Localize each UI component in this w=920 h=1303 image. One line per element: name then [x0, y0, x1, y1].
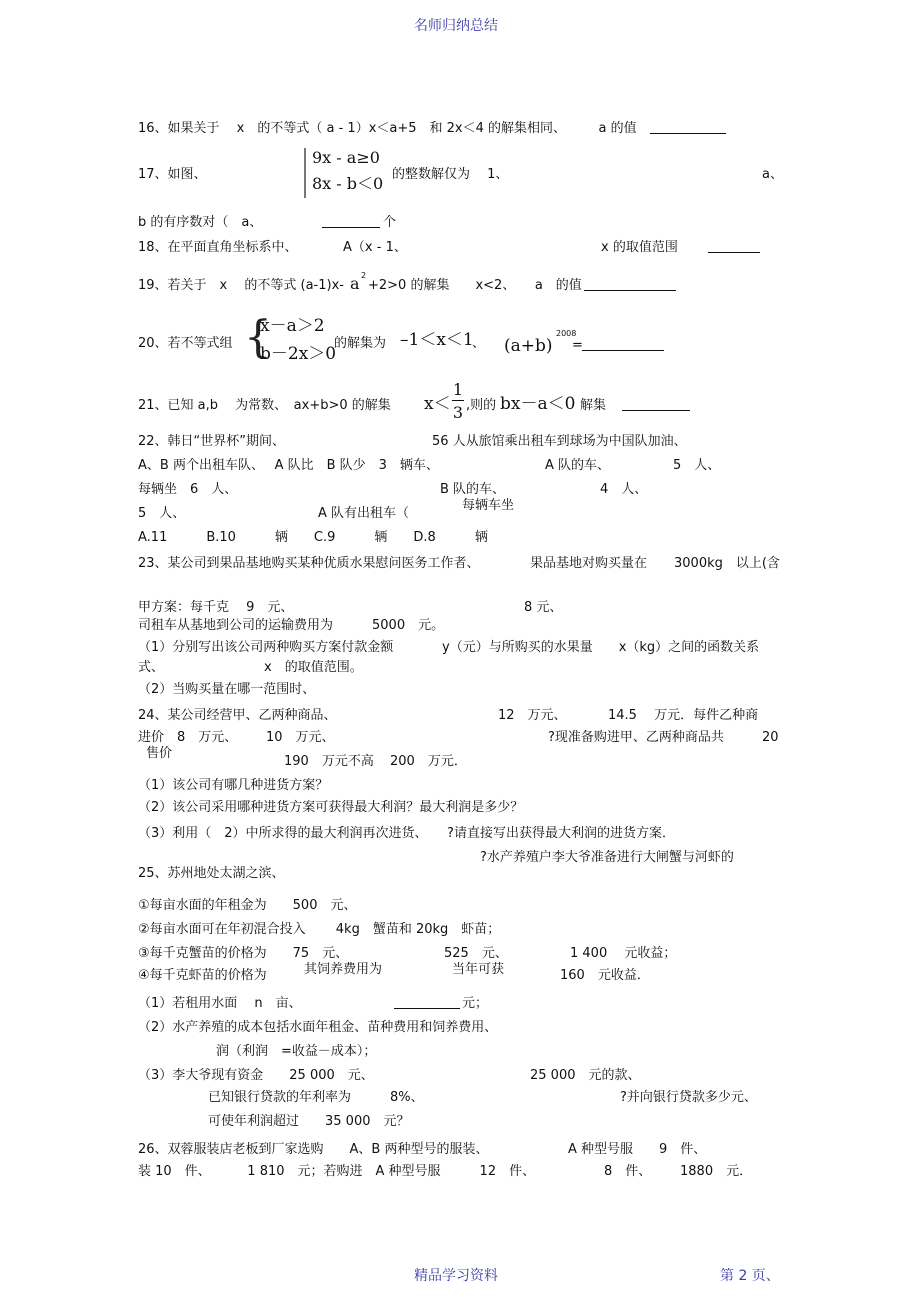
question-23-line3: 司租车从基地到公司的运输费用为 5000 元。: [138, 618, 445, 633]
question-20-mid: 的解集为: [334, 336, 387, 351]
system-20-eq1: x－a＞2: [260, 316, 325, 336]
question-22-line3d: 每辆车坐: [462, 498, 515, 513]
question-21-x: x＜: [424, 394, 451, 414]
answer-blank-25[interactable]: [394, 996, 460, 1009]
fraction-bar: [452, 400, 464, 401]
question-25-cond4d: 160 元收益．: [560, 968, 650, 983]
question-21-ineq: bx－a＜0: [500, 394, 576, 414]
question-19-a: a: [350, 274, 360, 293]
question-20-comma: 、: [472, 336, 486, 351]
question-26-line2: 装 10 件、 1 810 元；若购进 A 种型号服 12 件、: [138, 1164, 536, 1179]
question-20-expr: (a+b): [504, 336, 553, 356]
question-25-cond3c: 1 400 元收益；: [570, 946, 677, 961]
fraction-denominator: 3: [452, 403, 464, 422]
question-25-cond1: ①每亩水面的年租金为 500 元、: [138, 898, 357, 913]
question-25-part2: （2）水产养殖的成本包括水面年租金、苗种费用和饲养费用、: [138, 1020, 498, 1035]
answer-blank-20[interactable]: [582, 338, 664, 351]
question-17-line2: b 的有序数对（ a、: [138, 215, 263, 230]
question-23-part1c: 式、: [138, 660, 165, 675]
question-25-part1b: 元；: [462, 996, 489, 1011]
question-25-part3b: 25 000 元的款、: [530, 1068, 641, 1083]
question-25-part1: （1）若租用水面 n 亩、: [138, 996, 302, 1011]
question-23-line2b: 8 元、: [524, 600, 563, 615]
answer-blank-17[interactable]: [322, 215, 380, 228]
question-20: 20、若不等式组: [138, 336, 233, 351]
question-16: 16、如果关于 x 的不等式（ a - 1）x＜a+5 和 2x＜4 的解集相同、 a 的值: [138, 121, 637, 136]
question-23-part1d: x 的取值范围。: [264, 660, 363, 675]
system-17-eq1: 9x - a≥0: [312, 148, 380, 167]
question-20-eq: =: [572, 338, 583, 353]
question-23-line1c: 3000kg 以上(含: [674, 556, 780, 571]
question-24-part3: （3）利用（ 2）中所求得的最大利润再次进货、 ?请直接写出获得最大利润的进货方案．: [138, 826, 675, 841]
question-24-part2: （2）该公司采用哪种进货方案可获得最大利润？最大利润是多少？: [138, 800, 524, 815]
page-header-title: 名师归纳总结: [414, 18, 498, 34]
question-25-cond4c: 当年可获: [452, 962, 505, 977]
question-23-part2: （2）当购买量在哪一范围时、: [138, 682, 316, 697]
question-26-line2b: 8 件、: [604, 1164, 652, 1179]
question-21-then: ,则的: [466, 398, 497, 413]
question-25-cond3: ③每千克蟹苗的价格为 75 元、: [138, 946, 349, 961]
question-25-part3d: ?并向银行贷款多少元、: [620, 1090, 757, 1105]
question-26: 26、双蓉服装店老板到厂家选购 A、B 两种型号的服装、: [138, 1142, 489, 1157]
question-22-line2b: A 队的车、: [545, 458, 611, 473]
question-25-cond4: ④每千克虾苗的价格为: [138, 968, 267, 983]
question-19-exp: 2: [361, 271, 367, 280]
question-23-part1b: y（元）与所购买的水果量 x（kg）之间的函数关系: [442, 640, 760, 655]
question-22-line3c: 4 人、: [600, 482, 648, 497]
system-brace-20: {: [244, 312, 272, 363]
answer-blank-21[interactable]: [622, 398, 690, 411]
question-22-line1b: 56 人从旅馆乘出租车到球场为中国队加油、: [432, 434, 687, 449]
question-24-line2: 进价 8 万元、: [138, 730, 238, 745]
question-25-cond2: ②每亩水面可在年初混合投入 4kg 蟹苗和 20kg 虾苗；: [138, 922, 501, 937]
question-17-right: a、: [762, 167, 783, 182]
fraction-numerator: 1: [452, 380, 464, 399]
question-25-part3: （3）李大爷现有资金 25 000 元、: [138, 1068, 374, 1083]
question-18-right: x 的取值范围: [601, 240, 678, 255]
question-24-line2e: 售价: [146, 746, 173, 761]
question-19: 19、若关于 x 的不等式 (a-1)x-: [138, 278, 344, 293]
answer-blank-19[interactable]: [584, 278, 676, 291]
question-25-part3c: 已知银行贷款的年利率为 8%、: [208, 1090, 424, 1105]
question-24-line3: 190 万元不高: [284, 754, 374, 769]
question-19-rest: +2>0 的解集 x<2、 a 的值: [368, 278, 582, 293]
question-25-part3e: 可使年利润超过 35 000 元？: [208, 1114, 410, 1129]
question-20-exp: 2008: [556, 329, 577, 338]
question-23-line2: 甲方案：每千克 9 元、: [138, 600, 294, 615]
question-21-end: 解集: [580, 398, 607, 413]
question-17-end: 个: [383, 215, 397, 230]
question-22-options: A.11 B.10 辆 C.9 辆 D.8 辆: [138, 530, 488, 545]
question-22-line4b: A 队有出租车（: [318, 506, 410, 521]
system-17-eq2: 8x - b＜0: [312, 174, 384, 193]
question-24-line2d: 20: [762, 730, 779, 745]
question-22-line2: A、B 两个出租车队、 A 队比 B 队少 3 辆车、: [138, 458, 439, 473]
question-25-cond3b: 525 元、: [444, 946, 508, 961]
question-23: 23、某公司到果品基地购买某种优质水果慰问医务工作者、: [138, 556, 480, 571]
question-25-line0: ?水产养殖户李大爷准备进行大闸蟹与河虾的: [480, 850, 734, 865]
question-25: 25、苏州地处太湖之滨、: [138, 866, 285, 881]
question-22-line2c: 5 人、: [673, 458, 721, 473]
question-22-line3b: B 队的车、: [440, 482, 506, 497]
page-number: 第 2 页、: [720, 1268, 780, 1284]
answer-blank-18[interactable]: [708, 240, 760, 253]
question-17: 17、如图、: [138, 167, 207, 182]
question-25-part2b: 润（利润 =收益－成本）；: [216, 1044, 377, 1059]
system-brace-17: [304, 148, 306, 198]
system-20-eq2: b－2x＞0: [260, 344, 337, 364]
question-24-line1c: 14.5 万元．每件乙种商: [608, 708, 759, 723]
question-17-mid: 的整数解仅为 1、: [392, 167, 509, 182]
question-22-line4: 5 人、: [138, 506, 186, 521]
page-footer-label: 精品学习资料: [414, 1268, 498, 1284]
question-24-line1b: 12 万元、: [498, 708, 567, 723]
question-24-line2b: 10 万元、: [266, 730, 335, 745]
question-26-line2c: 1880 元．: [680, 1164, 753, 1179]
question-22-line3: 每辆坐 6 人、: [138, 482, 238, 497]
question-24-part1: （1）该公司有哪几种进货方案？: [138, 778, 329, 793]
answer-blank-16[interactable]: [650, 121, 726, 134]
question-22: 22、韩日“世界杯”期间、: [138, 434, 286, 449]
question-24-line3b: 200 万元．: [390, 754, 467, 769]
question-21: 21、已知 a,b 为常数、 ax+b>0 的解集: [138, 398, 391, 413]
question-24: 24、某公司经营甲、乙两种商品、: [138, 708, 337, 723]
question-20-ineq: –1＜x＜1: [400, 330, 474, 350]
question-25-cond4b: 其饲养费用为: [304, 962, 383, 977]
question-23-line1b: 果品基地对购买量在: [530, 556, 648, 571]
question-26-line1b: A 种型号服 9 件、: [568, 1142, 707, 1157]
question-24-line2c: ?现准备购进甲、乙两种商品共: [548, 730, 724, 745]
question-23-part1: （1）分别写出该公司两种购买方案付款金额: [138, 640, 394, 655]
question-18: 18、在平面直角坐标系中、 A（x - 1、: [138, 240, 407, 255]
